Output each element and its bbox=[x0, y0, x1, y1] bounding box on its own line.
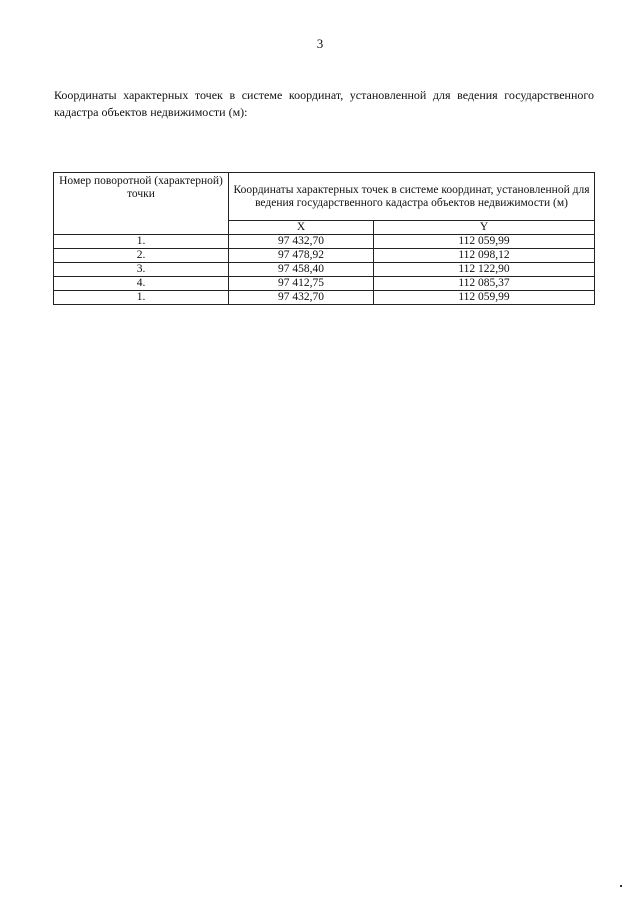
y-coordinate-cell: 112 059,99 bbox=[374, 291, 595, 305]
y-coordinate-cell: 112 085,37 bbox=[374, 277, 595, 291]
table-header-row bbox=[54, 173, 595, 221]
intro-paragraph: Координаты характерных точек в системе координат, установленной для ведения государственного кадастра объектов недвижимости (м): bbox=[54, 88, 594, 119]
table-row bbox=[54, 235, 595, 249]
x-coordinate-cell: 97 458,40 bbox=[229, 263, 374, 277]
coordinates-table bbox=[53, 172, 595, 305]
y-axis-header: Y bbox=[374, 221, 595, 235]
x-axis-header: X bbox=[229, 221, 374, 235]
coordinates-header: Координаты характерных точек в системе координат, установленной для ведения государственного кадастра объектов недвижимости (м) bbox=[229, 173, 595, 221]
table-row bbox=[54, 263, 595, 277]
x-coordinate-cell: 97 412,75 bbox=[229, 277, 374, 291]
y-coordinate-cell: 112 059,99 bbox=[374, 235, 595, 249]
y-coordinate-cell: 112 122,90 bbox=[374, 263, 595, 277]
x-coordinate-cell: 97 432,70 bbox=[229, 235, 374, 249]
scan-dot-mark bbox=[620, 885, 622, 887]
point-number-cell: 2. bbox=[54, 249, 229, 263]
table-row bbox=[54, 277, 595, 291]
x-coordinate-cell: 97 432,70 bbox=[229, 291, 374, 305]
table-row bbox=[54, 249, 595, 263]
x-coordinate-cell: 97 478,92 bbox=[229, 249, 374, 263]
y-coordinate-cell: 112 098,12 bbox=[374, 249, 595, 263]
point-number-cell: 1. bbox=[54, 291, 229, 305]
point-number-cell: 3. bbox=[54, 263, 229, 277]
point-number-header: Номер поворотной (характерной) точки bbox=[54, 173, 229, 235]
point-number-cell: 1. bbox=[54, 235, 229, 249]
point-number-cell: 4. bbox=[54, 277, 229, 291]
table-row bbox=[54, 291, 595, 305]
page-number: 3 bbox=[316, 36, 324, 51]
